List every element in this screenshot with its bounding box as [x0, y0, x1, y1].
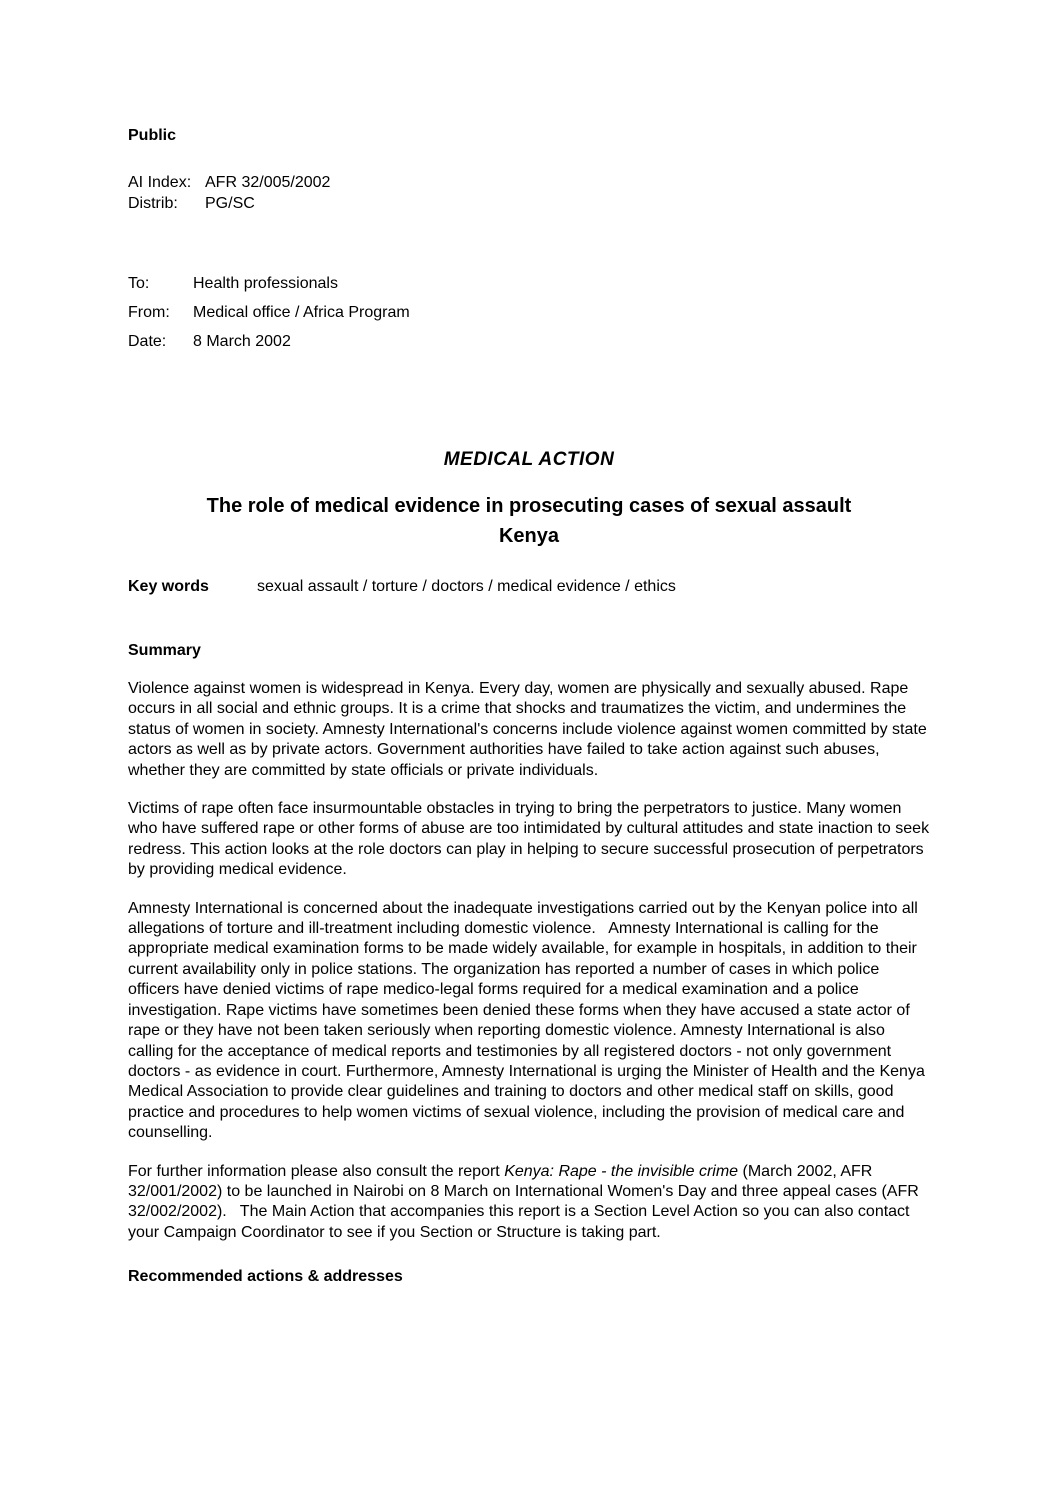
document-subtitle	[128, 491, 930, 551]
keywords-row	[128, 577, 930, 597]
ai-index-label: AI Index:	[128, 174, 192, 191]
memo-row-to	[128, 274, 930, 294]
memo-row-date	[128, 332, 930, 352]
further-info-pre: For further information please also consult the report	[128, 1162, 505, 1180]
from-value: Medical office / Africa Program	[193, 304, 410, 321]
report-title-italic: Kenya: Rape - the invisible crime	[504, 1162, 739, 1180]
date-value: 8 March 2002	[193, 333, 291, 350]
ai-index-row	[128, 172, 930, 193]
from-label: From:	[128, 304, 170, 321]
further-info-post: (March 2002, AFR 32/001/2002) to be launched in Nairobi on 8 March on International Women's Day and three appeal cases (AFR 32/002/2002). The Main Action that accompanies this report is a Section Level Action so you can also contact your Campaign Coordinator to see if you Section or Structure is taking part.	[128, 1162, 924, 1241]
keywords-label: Key words	[128, 578, 209, 595]
document-title: MEDICAL ACTION	[443, 449, 615, 470]
summary-heading: Summary	[128, 642, 201, 659]
keywords-value: sexual assault / torture / doctors / medical evidence / ethics	[257, 578, 676, 595]
ai-index-value: AFR 32/005/2002	[205, 174, 331, 191]
to-label: To:	[128, 275, 150, 292]
to-value: Health professionals	[193, 275, 338, 292]
date-label: Date:	[128, 333, 167, 350]
subtitle-line: The role of medical evidence in prosecuting cases of sexual assault	[206, 495, 852, 517]
memo-header-block	[128, 274, 930, 352]
recommended-actions-heading: Recommended actions & addresses	[128, 1268, 403, 1286]
subtitle-country: Kenya	[498, 525, 560, 547]
classification-label: Public	[128, 127, 177, 144]
index-block	[128, 172, 930, 214]
memo-row-from	[128, 303, 930, 323]
distrib-value: PG/SC	[205, 195, 255, 212]
further-info-paragraph	[128, 1162, 930, 1244]
summary-paragraph-3: Amnesty International is concerned about the inadequate investigations carried out by the Kenyan police into all allegations of torture and ill-treatment including domestic violence. Amnesty International is calling for the appropriate medical examination forms to be made widely available, for example in hospitals, in addition to their current availability only in police stations. The organization has reported a number of cases in which police officers have denied victims of rape medico-legal forms required for a medical examination and a police investigation. Rape victims have sometimes been denied these forms when they have accused a state actor of rape or they have not been taken seriously when reporting domestic violence. Amnesty International is also calling for the acceptance of medical reports and testimonies by all registered doctors - not only government doctors - as evidence in court. Furthermore, Amnesty International is urging the Minister of Health and the Kenya Medical Association to provide clear guidelines and training to doctors and other medical staff on skills, good practice and procedures to help women victims of sexual violence, including the provision of medical care and counselling.	[128, 899, 930, 1142]
distrib-row	[128, 193, 930, 214]
summary-paragraph-2: Victims of rape often face insurmountable obstacles in trying to bring the perpetrators to justice. Many women who have suffered rape or other forms of abuse are too intimidated by cultural attitudes and state inaction to seek redress. This action looks at the role doctors can play in helping to secure successful prosecution of perpetrators by providing medical evidence.	[128, 800, 934, 879]
distrib-label: Distrib:	[128, 195, 178, 212]
summary-paragraph-1: Violence against women is widespread in Kenya. Every day, women are physically and sexually abused. Rape occurs in all social and ethnic groups. It is a crime that shocks and traumatizes the victim, and undermines the status of women in society. Amnesty International's concerns include violence against women committed by state actors as well as by private actors. Government authorities have failed to take action against such abuses, whether they are committed by state officials or private individuals.	[128, 680, 932, 779]
